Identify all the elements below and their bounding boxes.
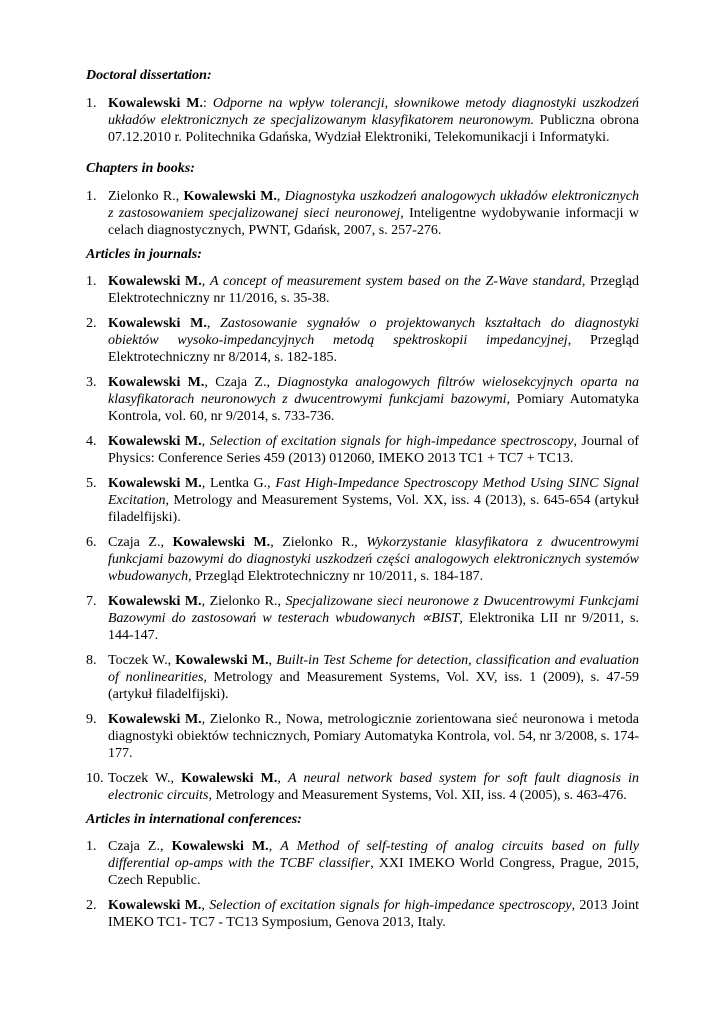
entry-text [108, 475, 639, 526]
publication-entry [86, 475, 639, 526]
publication-entry [86, 593, 639, 644]
publication-details: , Metrology and Measurement Systems, Vol. XX, iss. 4 (2013), s. 645-654 (artykuł filadelfijski). [108, 493, 639, 525]
highlighted-author: Kowalewski M. [172, 535, 271, 550]
co-author: Czaja Z., [108, 535, 173, 550]
entry-text [108, 711, 639, 762]
entry-number: 8. [86, 653, 97, 668]
entry-number: 3. [86, 375, 97, 390]
highlighted-author: Kowalewski M. [108, 274, 202, 289]
publication-title: A neural network based system for soft fault diagnosis in electronic circuits [108, 771, 639, 803]
highlighted-author: Kowalewski M. [108, 375, 205, 390]
entry-number: 4. [86, 434, 97, 449]
highlighted-author: Kowalewski M. [181, 771, 278, 786]
highlighted-author: Kowalewski M. [108, 316, 207, 331]
entry-text [108, 593, 639, 644]
publication-details: , Zielonko R., [270, 535, 367, 550]
highlighted-author: Kowalewski M. [108, 434, 202, 449]
entry-text [108, 897, 639, 931]
highlighted-author: Kowalewski M. [175, 653, 269, 668]
entry-number: 7. [86, 594, 97, 609]
publication-entry [86, 273, 639, 307]
publication-details: , [268, 839, 281, 854]
co-author: Toczek W., [108, 771, 182, 786]
publication-entry [86, 374, 639, 425]
entry-number: 1. [86, 189, 97, 204]
publication-details: Metrology and Measurement Systems, Vol. XV, iss. 1 (2009), s. 47-59 (artykuł filadelfijski). [108, 670, 639, 702]
publication-details: , Zielonko R., [201, 594, 286, 609]
publication-details: , Przegląd Elektrotechniczny nr 10/2011, s. 184-187. [188, 569, 484, 584]
entry-number: 1. [86, 839, 97, 854]
publication-details: , XXI IMEKO World Congress, Prague, 2015, Czech Republic. [108, 856, 639, 888]
publication-details: , [201, 274, 210, 289]
highlighted-author: Kowalewski M. [171, 839, 269, 854]
publication-title: A Method of self-testing of analog circuits based on fully differential op-amps with the TCBF classifier [108, 839, 640, 871]
publication-details: , Przegląd Elektrotechniczny nr 8/2014, s. 182-185. [108, 333, 639, 365]
international-conferences-list [86, 838, 639, 931]
entry-text [108, 770, 639, 804]
publication-details: , Przegląd Elektrotechniczny nr 11/2016, s. 35-38. [108, 274, 639, 306]
publication-title: Selection of excitation signals for high-impedance spectroscopy [209, 898, 572, 913]
entry-number: 9. [86, 712, 97, 727]
highlighted-author: Kowalewski M. [108, 476, 202, 491]
publication-title: Diagnostyka analogowych filtrów wielosekcyjnych oparta na klasyfikatorach neuronowych z dwucentrowymi funkcjami bazowymi [108, 375, 639, 407]
co-author: Czaja Z., [108, 839, 172, 854]
publication-entry [86, 315, 639, 366]
publication-details: Publiczna obrona 07.12.2010 r. Politechnika Gdańska, Wydział Elektroniki, Telekomunikacji i Informatyki. [108, 113, 640, 145]
publication-entry [86, 652, 639, 703]
entry-text [108, 433, 639, 467]
publication-title: Zastosowanie sygnałów o projektowanych kształtach do diagnostyki obiektów wysoko-impedancyjnych metodą spektroskopii impedancyjnej [108, 316, 640, 348]
entry-number: 5. [86, 476, 97, 491]
publication-details: , 2013 Joint IMEKO TC1- TC7 - TC13 Symposium, Genova 2013, Italy. [108, 898, 639, 930]
publication-entry [86, 534, 639, 585]
entry-number: 2. [86, 898, 97, 913]
publication-details: , Metrology and Measurement Systems, Vol. XII, iss. 4 (2005), s. 463-476. [208, 788, 627, 803]
publication-details: , [206, 316, 221, 331]
entry-number: 6. [86, 535, 97, 550]
section-heading-international-conferences: Articles in international conferences: [86, 812, 302, 827]
publication-details: , [201, 898, 210, 913]
publication-entry [86, 838, 639, 889]
chapters-in-books-list [86, 188, 639, 239]
section-heading-chapters-in-books: Chapters in books: [86, 161, 195, 176]
entry-number: 1. [86, 274, 97, 289]
section-heading-doctoral-dissertation: Doctoral dissertation: [86, 68, 212, 83]
publication-title: Diagnostyka uszkodzeń analogowych układów elektronicznych z zastosowaniem specjalizowanej sieci neuronowej [108, 189, 639, 221]
co-author: Toczek W., [108, 653, 176, 668]
entry-text [108, 273, 639, 307]
entry-number: 1. [86, 96, 97, 111]
section-heading-articles-in-journals: Articles in journals: [86, 247, 202, 262]
publication-title: A concept of measurement system based on the Z-Wave standard [209, 274, 582, 289]
entry-text [108, 534, 639, 585]
publication-entry [86, 188, 639, 239]
publication-details: , Lentka G., [201, 476, 276, 491]
publication-details: , Inteligentne wydobywanie informacji w celach diagnostycznych, PWNT, Gdańsk, 2007, s. 257-276. [108, 206, 639, 238]
publication-title: Selection of excitation signals for high-impedance spectroscopy [209, 434, 574, 449]
highlighted-author: Kowalewski M. [108, 898, 202, 913]
publication-details: , Pomiary Automatyka Kontrola, vol. 60, nr 9/2014, s. 733-736. [108, 392, 639, 424]
co-author: Zielonko R., [108, 189, 184, 204]
publication-entry [86, 897, 639, 931]
publication-entry [86, 433, 639, 467]
entry-number: 2. [86, 316, 97, 331]
publication-title: Specjalizowane sieci neuronowe z Dwucentrowymi Funkcjami Bazowymi do zastosowań w testerach wbudowanych ∝BIST [108, 594, 639, 626]
publication-details: , Zielonko R., Nowa, metrologicznie zorientowana sieć neuronowa i metoda diagnostyki obiektów technicznych, Pomiary Automatyka Kontrola, vol. 54, nr 3/2008, s. 174-177. [108, 712, 639, 761]
publication-details: , Journal of Physics: Conference Series 459 (2013) 012060, IMEKO 2013 TC1 + TC7 + TC13. [108, 434, 639, 466]
entry-text [108, 315, 639, 366]
highlighted-author: Kowalewski M. [108, 594, 202, 609]
publication-entry [86, 95, 639, 146]
entry-text [108, 838, 639, 889]
publication-title: Odporne na wpływ tolerancji, słownikowe metody diagnostyki uszkodzeń układów elektronicznych ze specjalizowanym klasyfikatorem neuronowym. [108, 96, 640, 128]
highlighted-author: Kowalewski M. [183, 189, 277, 204]
publication-details: , [268, 653, 277, 668]
highlighted-author: Kowalewski M. [108, 712, 202, 727]
publication-details: , [201, 434, 210, 449]
publication-title: Wykorzystanie klasyfikatora z dwucentrowymi funkcjami bazowymi do diagnostyki uszkodzeń części analogowych elektronicznych systemów wbudowanych [108, 535, 639, 584]
entry-text [108, 95, 639, 146]
publication-list-page [86, 67, 639, 931]
doctoral-dissertation-list [86, 95, 639, 146]
publication-entry [86, 770, 639, 804]
publication-details: , [277, 771, 289, 786]
articles-in-journals-list [86, 273, 639, 804]
entry-text [108, 374, 639, 425]
publication-title: Built-in Test Scheme for detection, classification and evaluation of nonlinearities, [108, 653, 639, 685]
publication-entry [86, 711, 639, 762]
publication-details: , Elektronika LII nr 9/2011, s. 144-147. [108, 611, 639, 643]
entry-number: 10. [86, 771, 104, 786]
entry-text [108, 188, 639, 239]
publication-details: : [203, 96, 213, 111]
highlighted-author: Kowalewski M. [108, 96, 203, 111]
publication-details: , Czaja Z., [204, 375, 278, 390]
publication-details: , [276, 189, 285, 204]
entry-text [108, 652, 639, 703]
publication-title: Fast High-Impedance Spectroscopy Method Using SINC Signal Excitation [108, 476, 639, 508]
